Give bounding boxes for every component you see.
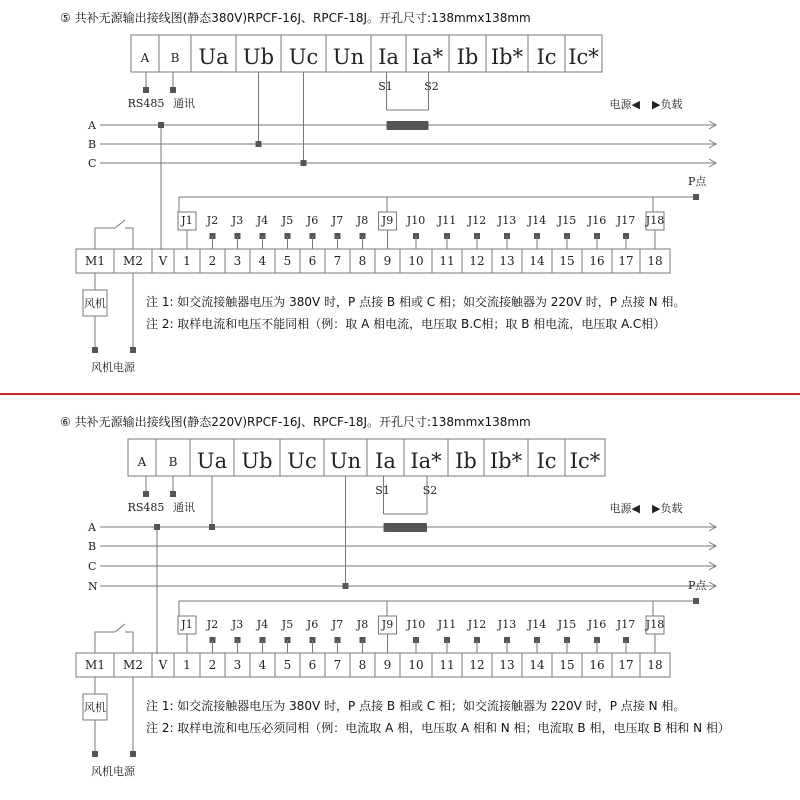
header-terminal-ic-star: Ic*: [569, 449, 601, 473]
terminal-m2: M2: [123, 658, 143, 672]
v-supply-dot: [158, 122, 164, 128]
fan-power-dot: [92, 347, 98, 353]
relay-label-j9: J9: [381, 618, 394, 631]
terminal-10: 10: [408, 658, 424, 672]
terminal-17: 17: [618, 658, 634, 672]
load-label: ▶负载: [652, 502, 683, 515]
panel-title: ⑤ 共补无源输出接线图(静态380V)RPCF-16J、RPCF-18J。开孔尺寸:138mmx138mm: [60, 11, 531, 25]
current-transformer: [384, 523, 428, 532]
terminal-1: 1: [183, 658, 191, 672]
fan-label: 风机: [84, 297, 106, 310]
s2-label: S2: [424, 80, 439, 93]
terminal-9: 9: [383, 254, 392, 268]
header-terminal-ia-star: Ia*: [411, 45, 444, 69]
relay-label-j14: J14: [527, 618, 547, 631]
terminal-18: 18: [647, 254, 663, 268]
terminal-11: 11: [439, 254, 455, 268]
voltage-tap-dot: [343, 583, 349, 589]
terminal-7: 7: [333, 658, 342, 672]
relay-label-j18: J18: [645, 214, 665, 227]
power-source-label: 电源◀: [609, 502, 640, 515]
bus-label-b: B: [88, 540, 97, 553]
fan-relay-wire: [95, 632, 115, 653]
terminal-6: 6: [308, 254, 317, 268]
rs485-dot: [143, 87, 149, 93]
header-terminal-ic: Ic: [536, 449, 557, 473]
relay-label-j8: J8: [356, 618, 369, 631]
header-terminal-ub: Ub: [242, 45, 275, 69]
current-transformer: [387, 121, 429, 130]
fan-power-label: 风机电源: [91, 765, 135, 778]
terminal-13: 13: [499, 254, 515, 268]
relay-label-j4: J4: [256, 214, 269, 227]
relay-label-j3: J3: [231, 214, 244, 227]
fan-power-dot-2: [130, 751, 136, 757]
voltage-tap-dot: [209, 524, 215, 530]
relay-label-j11: J11: [437, 214, 457, 227]
terminal-3: 3: [233, 658, 242, 672]
terminal-m1: M1: [85, 254, 105, 268]
bus-label-c: C: [88, 157, 97, 170]
header-terminal-ia-star: Ia*: [410, 449, 442, 473]
fan-relay-wire: [125, 632, 133, 653]
fan-relay-wire: [95, 228, 115, 249]
header-terminal-ua: Ua: [196, 449, 228, 473]
terminal-8: 8: [358, 254, 367, 268]
relay-label-j16: J16: [587, 618, 607, 631]
terminal-4: 4: [258, 658, 267, 672]
fan-relay-wire: [125, 228, 133, 249]
header-terminal-un: Un: [332, 45, 365, 69]
note-2: 注 2: 取样电流和电压必须同相（例：电流取 A 相，电压取 A 相和 N 相；电流取 B 相，电压取 B 相和 N 相）: [146, 721, 730, 735]
header-terminal-b: B: [170, 51, 180, 65]
note-1: 注 1: 如交流接触器电压为 380V 时，P 点接 B 相或 C 相；如交流接触器为 220V 时，P 点接 N 相。: [146, 699, 686, 713]
terminal-12: 12: [469, 254, 485, 268]
relay-label-j2: J2: [206, 214, 219, 227]
relay-label-j13: J13: [497, 618, 517, 631]
terminal-9: 9: [383, 658, 392, 672]
terminal-7: 7: [333, 254, 342, 268]
terminal-10: 10: [408, 254, 424, 268]
relay-label-j1: J1: [181, 618, 193, 631]
terminal-8: 8: [358, 658, 367, 672]
relay-label-j7: J7: [331, 618, 344, 631]
terminal-14: 14: [529, 254, 545, 268]
relay-label-j13: J13: [497, 214, 517, 227]
comm-label: 通讯: [173, 97, 195, 110]
terminal-5: 5: [283, 254, 292, 268]
header-terminal-ic-star: Ic*: [568, 45, 599, 69]
relay-label-j17: J17: [616, 618, 636, 631]
bus-label-b: B: [88, 138, 97, 151]
relay-label-j3: J3: [231, 618, 244, 631]
terminal-18: 18: [647, 658, 663, 672]
relay-label-j15: J15: [557, 618, 577, 631]
fan-relay-contact: [115, 624, 125, 632]
relay-label-j5: J5: [281, 618, 294, 631]
relay-label-j4: J4: [256, 618, 269, 631]
p-point-dot: [693, 598, 699, 604]
relay-label-j2: J2: [206, 618, 219, 631]
relay-label-j7: J7: [331, 214, 344, 227]
header-terminal-ia: Ia: [378, 45, 399, 69]
header-terminal-uc: Uc: [287, 449, 317, 473]
relay-label-j8: J8: [356, 214, 369, 227]
s2-label: S2: [422, 484, 438, 497]
p-point-label: P点: [688, 175, 707, 188]
header-terminal-uc: Uc: [288, 45, 319, 69]
header-terminal-un: Un: [329, 449, 362, 473]
header-terminal-a: A: [140, 51, 150, 65]
load-label: ▶负载: [652, 98, 683, 111]
relay-label-j15: J15: [557, 214, 577, 227]
terminal-16: 16: [589, 254, 605, 268]
terminal-11: 11: [439, 658, 455, 672]
terminal-17: 17: [618, 254, 634, 268]
header-terminal-ub: Ub: [241, 449, 273, 473]
relay-label-j5: J5: [281, 214, 294, 227]
relay-label-j1: J1: [181, 214, 193, 227]
p-point-dot: [693, 194, 699, 200]
fan-power-label: 风机电源: [91, 361, 135, 374]
terminal-16: 16: [589, 658, 605, 672]
header-terminal-ia: Ia: [375, 449, 396, 473]
relay-label-j18: J18: [645, 618, 665, 631]
terminal-5: 5: [283, 658, 292, 672]
fan-power-dot-2: [130, 347, 136, 353]
p-point-label: P点: [688, 579, 707, 592]
header-terminal-ib: Ib: [455, 449, 477, 473]
terminal-2: 2: [208, 254, 217, 268]
relay-label-j12: J12: [467, 214, 487, 227]
section-divider: [0, 393, 800, 395]
terminal-4: 4: [258, 254, 267, 268]
bus-label-n: N: [88, 580, 98, 593]
relay-label-j12: J12: [467, 618, 487, 631]
voltage-tap-dot: [301, 160, 307, 166]
terminal-m2: M2: [123, 254, 143, 268]
terminal-13: 13: [499, 658, 515, 672]
relay-label-j16: J16: [587, 214, 607, 227]
bus-label-a: A: [88, 521, 96, 534]
rs485-label: RS485: [127, 97, 165, 110]
terminal-3: 3: [233, 254, 242, 268]
s1-label: S1: [375, 484, 390, 497]
fan-label: 风机: [84, 701, 106, 714]
fan-power-dot: [92, 751, 98, 757]
header-terminal-ib-star: Ib*: [490, 45, 524, 69]
voltage-tap-dot: [256, 141, 262, 147]
note-1: 注 1: 如交流接触器电压为 380V 时，P 点接 B 相或 C 相；如交流接触器为 220V 时，P 点接 N 相。: [146, 295, 686, 309]
bus-label-c: C: [88, 560, 97, 573]
header-terminal-b: B: [168, 455, 178, 469]
header-terminal-ib: Ib: [456, 45, 479, 69]
relay-label-j17: J17: [616, 214, 636, 227]
rs485-dot: [143, 491, 149, 497]
header-terminal-ua: Ua: [198, 45, 229, 69]
relay-label-j9: J9: [381, 214, 394, 227]
terminal-m1: M1: [85, 658, 105, 672]
fan-relay-contact: [115, 220, 125, 228]
terminal-1: 1: [183, 254, 191, 268]
terminal-15: 15: [559, 254, 575, 268]
v-supply-dot: [154, 524, 160, 530]
relay-label-j11: J11: [437, 618, 457, 631]
comm-dot: [170, 87, 176, 93]
terminal-6: 6: [308, 658, 317, 672]
terminal-12: 12: [469, 658, 485, 672]
terminal-v: V: [158, 658, 168, 672]
header-terminal-ib-star: Ib*: [489, 449, 523, 473]
comm-dot: [170, 491, 176, 497]
relay-label-j10: J10: [406, 214, 426, 227]
comm-label: 通讯: [173, 501, 195, 514]
terminal-2: 2: [208, 658, 217, 672]
rs485-label: RS485: [127, 501, 165, 514]
relay-label-j10: J10: [406, 618, 426, 631]
panel-title: ⑥ 共补无源输出接线图(静态220V)RPCF-16J、RPCF-18J。开孔尺寸:138mmx138mm: [60, 415, 531, 429]
terminal-v: V: [158, 254, 168, 268]
note-2: 注 2: 取样电流和电压不能同相（例：取 A 相电流，电压取 B.C相；取 B 相电流，电压取 A.C相）: [146, 317, 666, 331]
s1-label: S1: [378, 80, 393, 93]
relay-label-j6: J6: [306, 214, 319, 227]
terminal-15: 15: [559, 658, 575, 672]
relay-label-j6: J6: [306, 618, 319, 631]
header-terminal-ic: Ic: [536, 45, 557, 69]
power-source-label: 电源◀: [609, 98, 640, 111]
terminal-14: 14: [529, 658, 545, 672]
header-terminal-a: A: [137, 455, 147, 469]
bus-label-a: A: [88, 119, 96, 132]
relay-label-j14: J14: [527, 214, 547, 227]
